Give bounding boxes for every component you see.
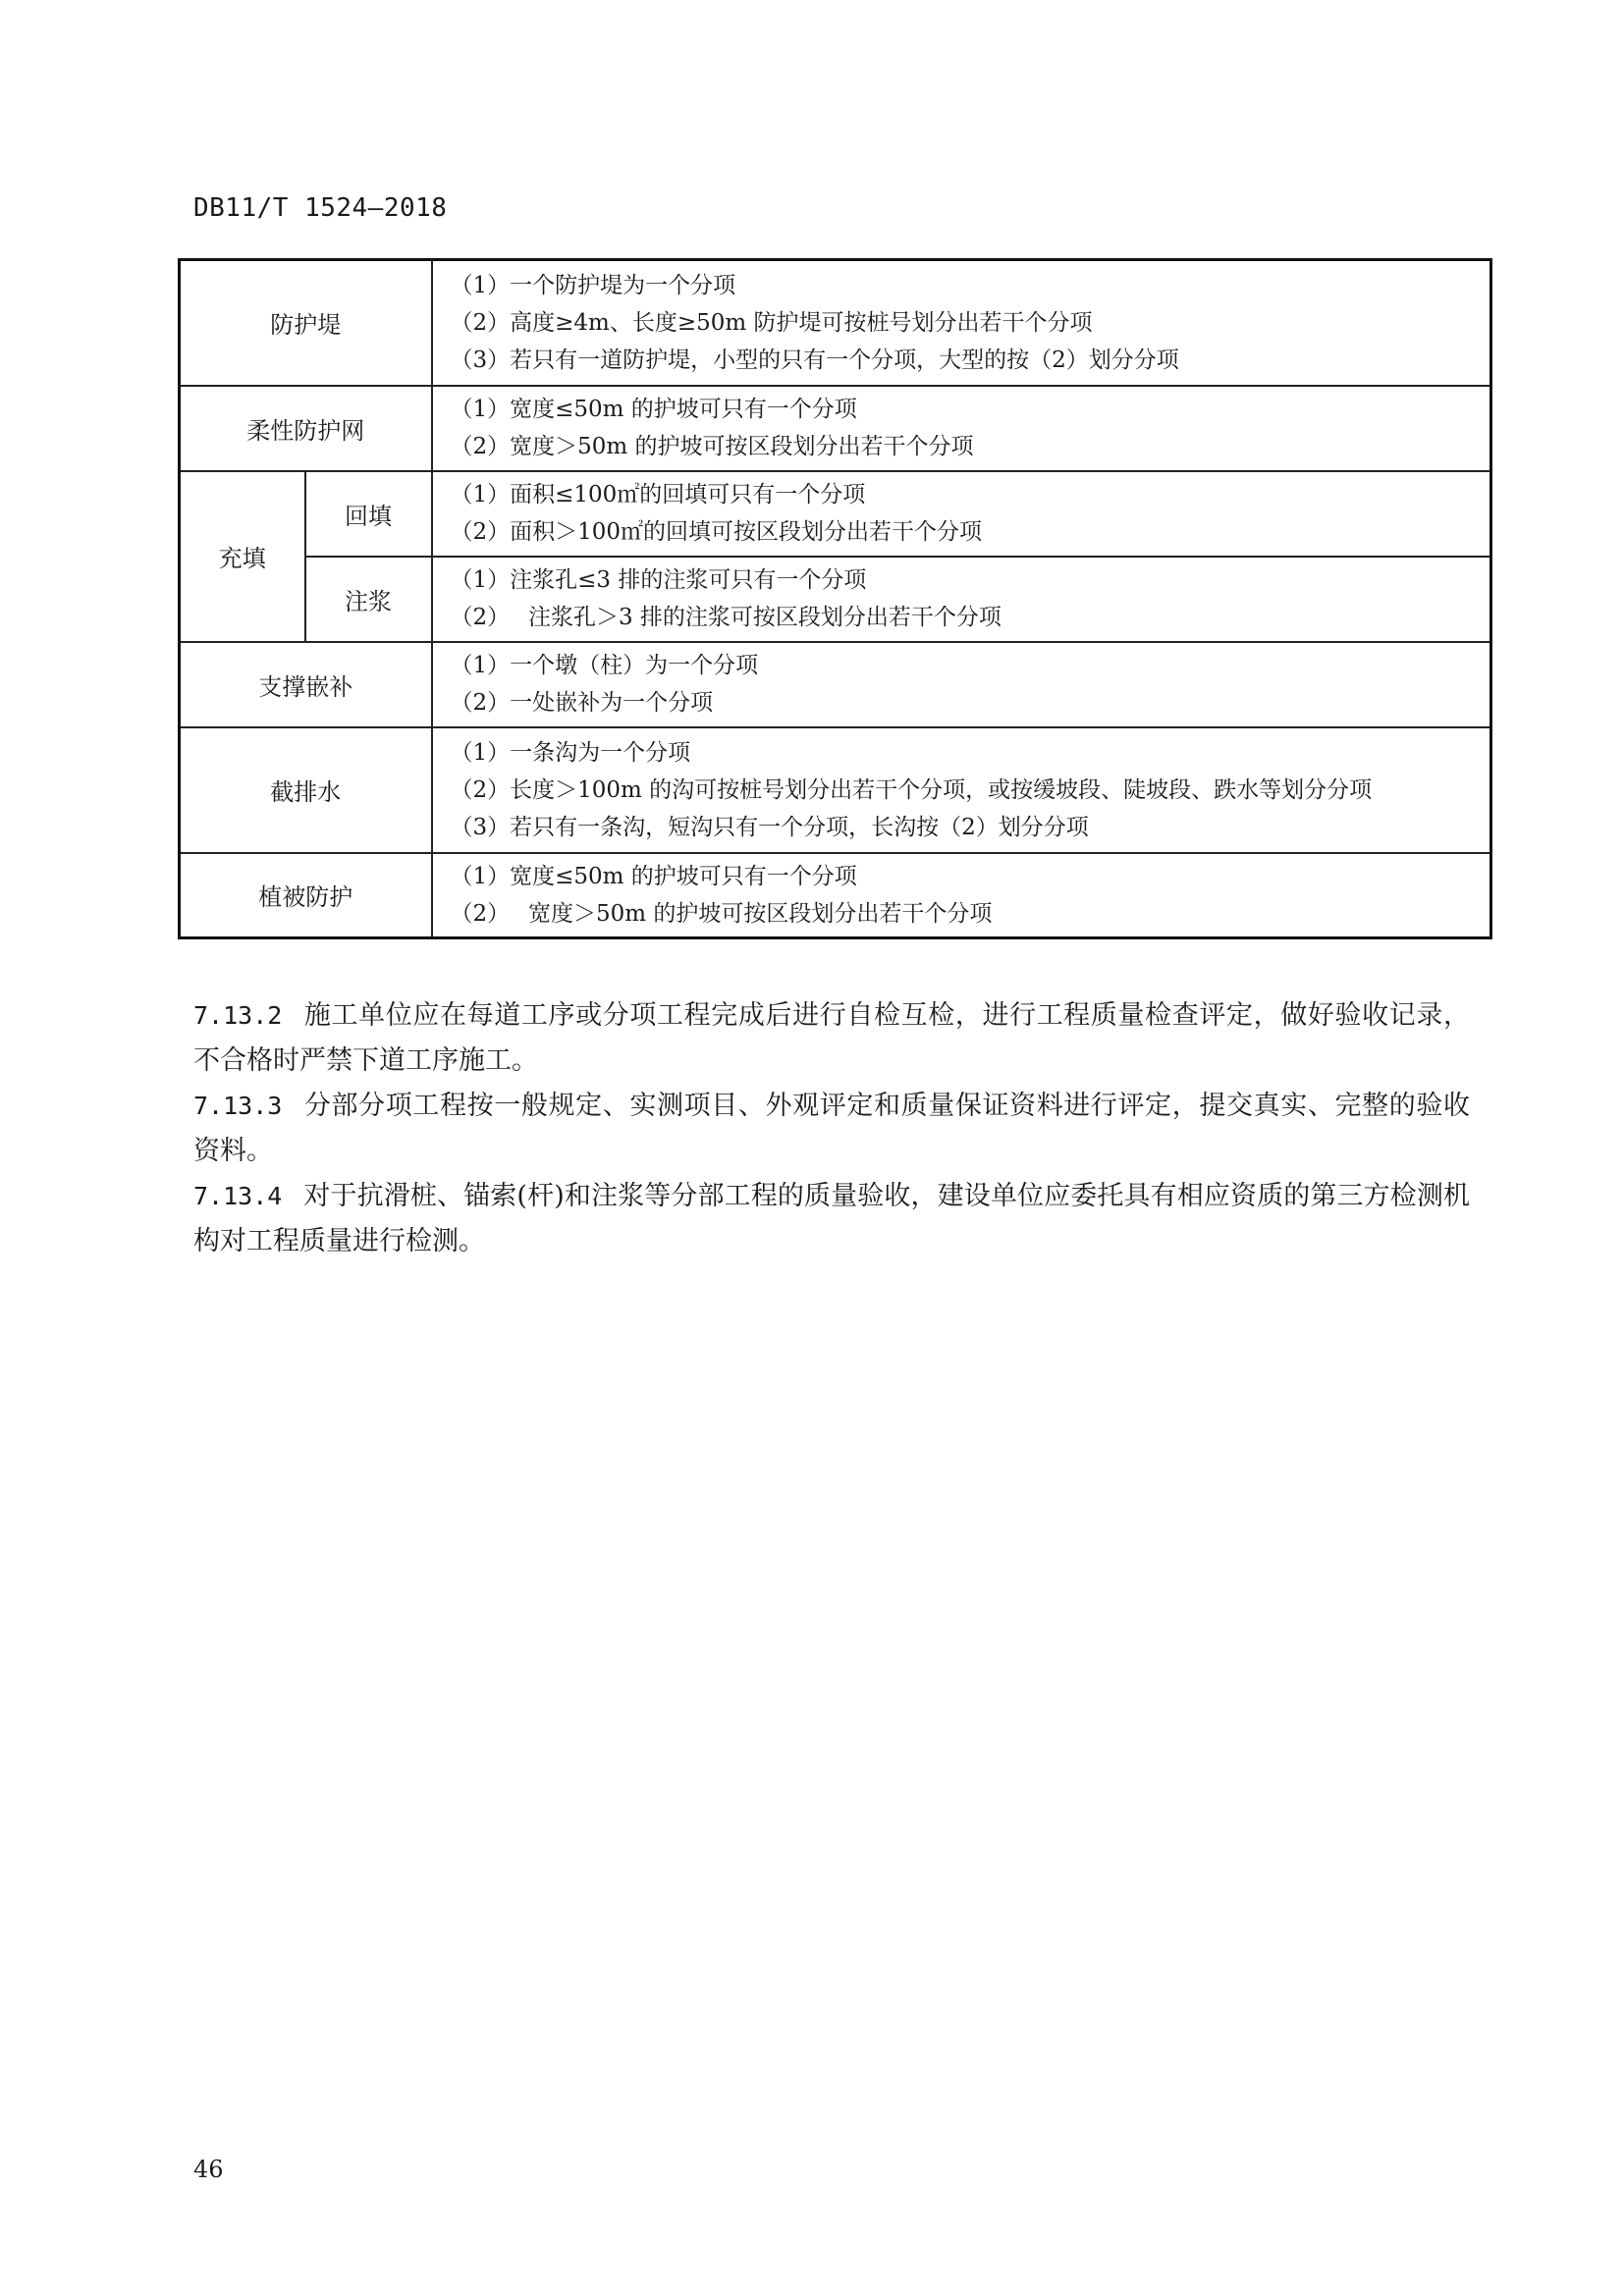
table-row [180,853,1491,938]
page-number: 46 [193,2156,224,2183]
category-cell: 截排水 [180,727,432,853]
item-text: （2）长度＞100m 的沟可按桩号划分出若干个分项，或按缓坡段、陡坡段、跌水等划分分项 [450,776,1373,803]
item-text: （3）若只有一道防护堤，小型的只有一个分项，大型的按（2）划分分项 [450,347,1179,373]
clause-text: 施工单位应在每道工序或分项工程完成后进行自检互检，进行工程质量检查评定，做好验收记录，不合格时严禁下道工序施工。 [193,1000,1470,1076]
table-row [180,727,1491,853]
clause-number: 7.13.3 [193,1092,283,1120]
clause [193,993,1470,1084]
items-cell [432,386,1491,471]
item-text: （2） 注浆孔＞3 排的注浆可按区段划分出若干个分项 [450,605,1001,630]
subcategory-cell: 注浆 [305,557,432,642]
subitem-division-table [178,258,1492,939]
item-text: （2）一处嵌补为一个分项 [450,690,714,716]
clause-text: 分部分项工程按一般规定、实测项目、外观评定和质量保证资料进行评定，提交真实、完整的验收资料。 [193,1091,1470,1166]
subcategory-cell: 回填 [305,471,432,557]
items-cell [432,642,1491,727]
item-text: （2）面积＞100㎡的回填可按区段划分出若干个分项 [450,519,983,545]
table-row [180,471,1491,557]
item-text: （2）高度≥4m、长度≥50m 防护堤可按桩号划分出若干个分项 [450,309,1093,336]
item-text: （2） 宽度＞50m 的护坡可按区段划分出若干个分项 [450,900,993,927]
item-text: （1）一个墩（柱）为一个分项 [450,653,759,678]
item-text: （3）若只有一条沟，短沟只有一个分项，长沟按（2）划分分项 [450,814,1089,840]
items-cell [432,727,1491,853]
clause-list [193,993,1470,1264]
table-row [180,260,1491,386]
category-cell: 植被防护 [180,853,432,938]
item-text: （1）一条沟为一个分项 [450,739,691,766]
items-cell [432,471,1491,557]
table-row [180,386,1491,471]
document-header: DB11/T 1524—2018 [193,193,448,223]
clause-number: 7.13.4 [193,1182,283,1210]
item-text: （1）宽度≤50m 的护坡可只有一个分项 [450,863,857,889]
items-cell [432,853,1491,938]
item-text: （1）面积≤100㎡的回填可只有一个分项 [450,482,866,507]
item-text: （1）宽度≤50m 的护坡可只有一个分项 [450,397,857,422]
category-cell: 柔性防护网 [180,386,432,471]
clause [193,1084,1470,1174]
clause-number: 7.13.2 [193,1001,283,1030]
clause-text: 对于抗滑桩、锚索(杆)和注浆等分部工程的质量验收，建设单位应委托具有相应资质的第三方检测机构对工程质量进行检测。 [193,1181,1470,1256]
items-cell [432,260,1491,386]
category-cell: 支撑嵌补 [180,642,432,727]
clause [193,1174,1470,1264]
table-row [180,642,1491,727]
category-cell: 充填 [180,471,305,642]
item-text: （1）注浆孔≤3 排的注浆可只有一个分项 [450,567,867,593]
item-text: （2）宽度＞50m 的护坡可按区段划分出若干个分项 [450,434,974,459]
item-text: （1）一个防护堤为一个分项 [450,272,736,298]
items-cell [432,557,1491,642]
category-cell: 防护堤 [180,260,432,386]
table-row [180,557,1491,642]
